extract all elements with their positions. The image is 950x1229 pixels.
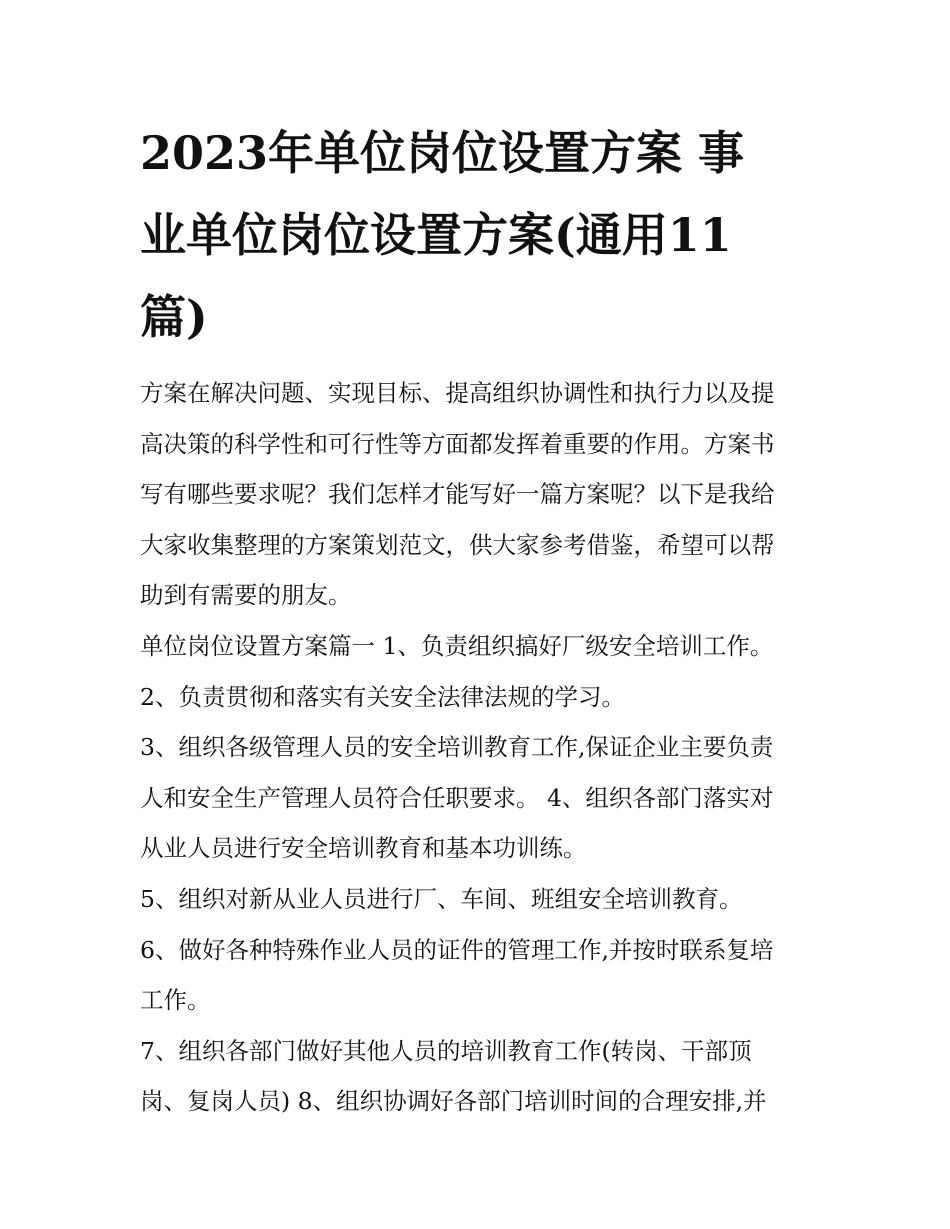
- body-line-14: 7、组织各部门做好其他人员的培训教育工作(转岗、干部顶: [140, 1036, 752, 1065]
- body-line-11: 5、组织对新从业人员进行厂、车间、班组安全培训教育。: [140, 884, 743, 913]
- body-line-7: 2、负责贯彻和落实有关安全法律法规的学习。: [140, 682, 625, 711]
- body-line-3: 写有哪些要求呢？我们怎样才能写好一篇方案呢？以下是我给: [140, 480, 775, 509]
- body-line-15: 岗、复岗人员) 8、组织协调好各部门培训时间的合理安排,并: [140, 1087, 767, 1116]
- body-line-2: 高决策的科学性和可行性等方面都发挥着重要的作用。方案书: [140, 429, 775, 458]
- body-line-12: 6、做好各种特殊作业人员的证件的管理工作,并按时联系复培: [140, 935, 774, 964]
- title-line-1: 2023年单位岗位设置方案 事: [140, 126, 745, 180]
- body-line-4: 大家收集整理的方案策划范文，供大家参考借鉴，希望可以帮: [140, 530, 775, 559]
- title-line-3: 篇): [140, 290, 208, 344]
- title-line-2: 业单位岗位设置方案(通用11: [140, 208, 732, 262]
- body-line-8: 3、组织各级管理人员的安全培训教育工作,保证企业主要负责: [140, 733, 774, 762]
- document-body: [140, 368, 820, 1127]
- body-line-5: 助到有需要的朋友。: [140, 581, 352, 610]
- body-line-6: 单位岗位设置方案篇一 1、负责组织搞好厂级安全培训工作。: [140, 631, 774, 660]
- body-line-10: 从业人员进行安全培训教育和基本功训练。: [140, 834, 587, 863]
- body-line-9: 人和安全生产管理人员符合任职要求。 4、组织各部门落实对: [140, 783, 774, 812]
- document-page: [140, 112, 820, 1127]
- body-line-13: 工作。: [140, 986, 211, 1015]
- body-line-1: 方案在解决问题、实现目标、提高组织协调性和执行力以及提: [140, 379, 775, 407]
- document-title: [140, 112, 820, 358]
